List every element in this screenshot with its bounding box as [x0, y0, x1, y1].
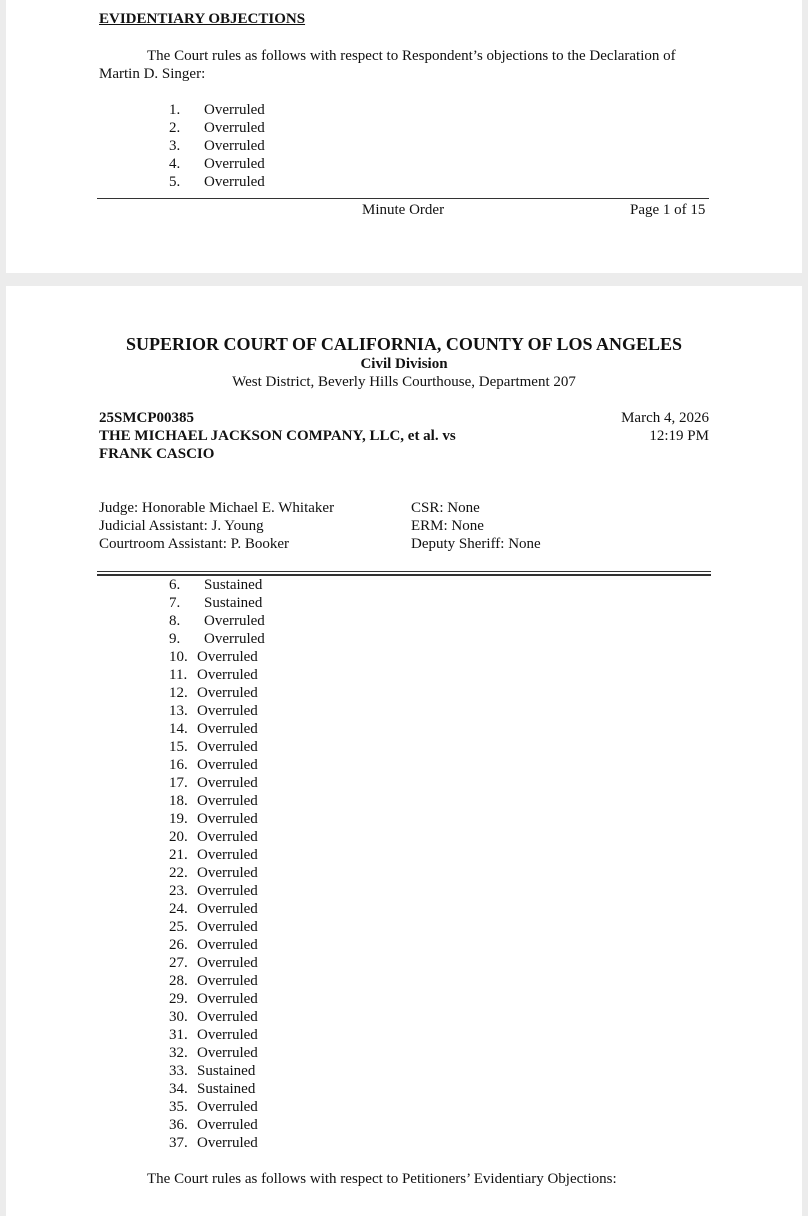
ruling-number: 35. — [169, 1099, 188, 1115]
court-name: SUPERIOR COURT OF CALIFORNIA, COUNTY OF LOS ANGELES — [125, 334, 683, 354]
ruling-result: Sustained — [204, 577, 263, 593]
ruling-result: Sustained — [197, 1063, 256, 1079]
closing-paragraph: The Court rules as follows with respect to Petitioners’ Evidentiary Objections: — [147, 1171, 617, 1187]
ruling-result: Overruled — [197, 793, 258, 809]
ruling-number: 21. — [169, 847, 188, 863]
hearing-date: March 4, 2026 — [621, 410, 709, 426]
ruling-number: 18. — [169, 793, 188, 809]
header-rule-bottom — [97, 574, 711, 576]
ruling-number: 6. — [169, 577, 181, 593]
ruling-number: 1. — [169, 102, 181, 118]
ruling-number: 11. — [169, 667, 188, 683]
ruling-result: Overruled — [197, 955, 258, 971]
judge: Judge: Honorable Michael E. Whitaker — [99, 500, 335, 516]
ruling-result: Overruled — [197, 1009, 258, 1025]
ruling-result: Overruled — [197, 991, 258, 1007]
ruling-result: Overruled — [204, 102, 265, 118]
header-rule-top — [97, 571, 711, 572]
ruling-result: Overruled — [197, 865, 258, 881]
court-location: West District, Beverly Hills Courthouse, Department 207 — [232, 374, 576, 390]
ruling-number: 16. — [169, 757, 188, 773]
ruling-number: 23. — [169, 883, 188, 899]
ruling-result: Overruled — [197, 739, 258, 755]
ruling-result: Overruled — [197, 829, 258, 845]
footer-page-number: Page 1 of 15 — [630, 202, 706, 218]
case-title-line1: THE MICHAEL JACKSON COMPANY, LLC, et al. vs — [99, 428, 456, 444]
intro-paragraph: The Court rules as follows with respect to Respondent’s objections to the Declaration of Martin D. Singer: — [99, 48, 676, 82]
deputy-sheriff: Deputy Sheriff: None — [411, 536, 541, 552]
ruling-number: 25. — [169, 919, 188, 935]
ruling-result: Overruled — [197, 901, 258, 917]
ruling-number: 7. — [169, 595, 181, 611]
ruling-result: Overruled — [197, 919, 258, 935]
erm: ERM: None — [411, 518, 484, 534]
ruling-number: 10. — [169, 649, 188, 665]
ruling-result: Overruled — [197, 649, 258, 665]
ruling-result: Overruled — [197, 937, 258, 953]
ruling-number: 20. — [169, 829, 188, 845]
ruling-result: Overruled — [197, 775, 258, 791]
ruling-number: 8. — [169, 613, 181, 629]
ruling-number: 22. — [169, 865, 188, 881]
ruling-number: 2. — [169, 120, 181, 136]
ruling-number: 4. — [169, 156, 181, 172]
ruling-number: 3. — [169, 138, 181, 154]
ruling-result: Overruled — [197, 1135, 258, 1151]
ruling-number: 19. — [169, 811, 188, 827]
ruling-number: 27. — [169, 955, 188, 971]
ruling-number: 17. — [169, 775, 188, 791]
ruling-number: 12. — [169, 685, 188, 701]
ruling-result: Overruled — [204, 120, 265, 136]
ruling-result: Overruled — [204, 174, 265, 190]
ruling-number: 24. — [169, 901, 188, 917]
ruling-result: Overruled — [197, 1099, 258, 1115]
ruling-result: Overruled — [197, 685, 258, 701]
ruling-number: 9. — [169, 631, 181, 647]
ruling-number: 32. — [169, 1045, 188, 1061]
ruling-result: Overruled — [204, 156, 265, 172]
ruling-number: 13. — [169, 703, 188, 719]
courtroom-assistant: Courtroom Assistant: P. Booker — [99, 536, 290, 552]
ruling-result: Sustained — [197, 1081, 256, 1097]
footer-rule — [97, 198, 709, 199]
ruling-result: Overruled — [197, 1027, 258, 1043]
ruling-number: 14. — [169, 721, 188, 737]
footer-minute-order: Minute Order — [362, 202, 445, 218]
ruling-number: 37. — [169, 1135, 188, 1151]
csr: CSR: None — [411, 500, 480, 516]
ruling-result: Overruled — [204, 138, 265, 154]
case-title-line2: FRANK CASCIO — [99, 446, 215, 462]
ruling-result: Overruled — [197, 883, 258, 899]
ruling-number: 5. — [169, 174, 181, 190]
ruling-number: 36. — [169, 1117, 188, 1133]
ruling-number: 15. — [169, 739, 188, 755]
ruling-number: 33. — [169, 1063, 188, 1079]
ruling-result: Overruled — [204, 631, 265, 647]
ruling-result: Overruled — [197, 1045, 258, 1061]
ruling-result: Overruled — [197, 973, 258, 989]
ruling-result: Overruled — [197, 1117, 258, 1133]
ruling-result: Sustained — [204, 595, 263, 611]
ruling-result: Overruled — [197, 847, 258, 863]
document-page-2 — [6, 286, 802, 1216]
ruling-number: 29. — [169, 991, 188, 1007]
ruling-result: Overruled — [204, 613, 265, 629]
hearing-time: 12:19 PM — [649, 428, 709, 444]
ruling-number: 34. — [169, 1081, 188, 1097]
division: Civil Division — [360, 356, 448, 372]
ruling-result: Overruled — [197, 757, 258, 773]
judicial-assistant: Judicial Assistant: J. Young — [99, 518, 264, 534]
ruling-number: 26. — [169, 937, 188, 953]
ruling-result: Overruled — [197, 667, 258, 683]
ruling-number: 30. — [169, 1009, 188, 1025]
ruling-result: Overruled — [197, 703, 258, 719]
case-number: 25SMCP00385 — [99, 410, 194, 426]
ruling-result: Overruled — [197, 721, 258, 737]
ruling-result: Overruled — [197, 811, 258, 827]
ruling-number: 31. — [169, 1027, 188, 1043]
ruling-number: 28. — [169, 973, 188, 989]
document-page-1 — [6, 0, 802, 273]
section-heading: EVIDENTIARY OBJECTIONS — [99, 11, 306, 27]
